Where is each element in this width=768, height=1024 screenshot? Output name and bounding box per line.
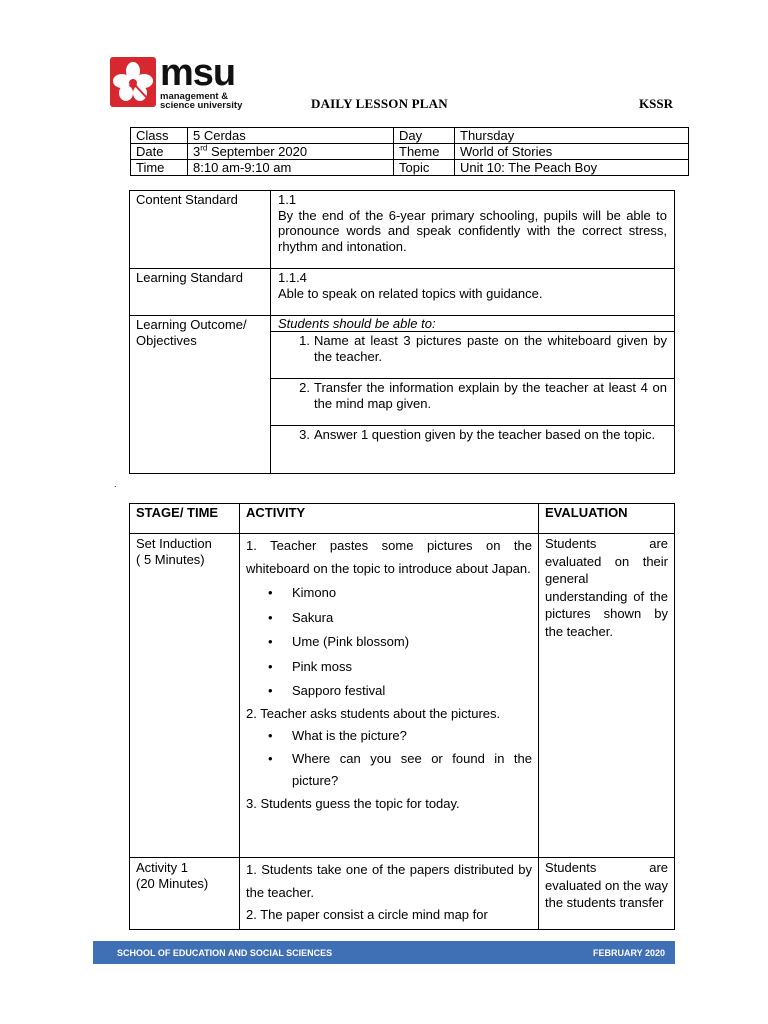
- activity-1-stage: Activity 1 (20 Minutes): [130, 858, 240, 930]
- list-item: • Where can you see or found in the picture?: [246, 748, 532, 793]
- activity-step: 1. Teacher pastes some pictures on the whiteboard on the topic to introduce about Japan.: [246, 538, 532, 576]
- objectives-intro: Students should be able to:: [271, 316, 674, 332]
- activity-step: 3. Students guess the topic for today.: [246, 795, 460, 811]
- time-label: Time: [131, 160, 188, 176]
- learning-standard-text: Able to speak on related topics with guidance.: [278, 285, 543, 301]
- learning-standard-code: 1.1.4: [278, 270, 307, 285]
- lesson-info-table: [130, 127, 689, 176]
- hibiscus-logo-icon: [110, 57, 156, 107]
- standards-table: [129, 190, 675, 474]
- set-induction-stage: Set Induction ( 5 Minutes): [130, 534, 240, 858]
- class-value: 5 Cerdas: [188, 128, 394, 144]
- objective-item: 3. Answer 1 question given by the teacher based on the topic.: [299, 427, 656, 442]
- objectives-cell: [271, 316, 675, 474]
- stray-dot: .: [114, 479, 117, 489]
- activity-step: 2. Teacher asks students about the pictures.: [246, 705, 501, 721]
- learning-outcome-label: Learning Outcome/ Objectives: [130, 316, 271, 474]
- content-standard-label: Content Standard: [130, 191, 271, 269]
- date-label: Date: [131, 144, 188, 160]
- activity-1-activity: [240, 858, 539, 930]
- activity-header: ACTIVITY: [240, 504, 539, 534]
- activity-1-evaluation: Students are evaluated on the way the students transfer: [539, 858, 675, 930]
- activity-table: [129, 503, 675, 930]
- curriculum-code: KSSR: [639, 96, 673, 111]
- objective-item: 2. Transfer the information explain by the teacher at least 4 on the mind map given.: [271, 379, 674, 426]
- logo-subtitle-line2: science university: [160, 100, 243, 111]
- list-item: • Ume (Pink blossom): [246, 631, 532, 654]
- topic-value: Unit 10: The Peach Boy: [455, 160, 689, 176]
- logo-subtitle-line1: management &: [160, 91, 229, 102]
- set-induction-activity: [240, 534, 539, 858]
- footer-date: FEBRUARY 2020: [592, 947, 665, 958]
- day-value: Thursday: [455, 128, 689, 144]
- class-label: Class: [131, 128, 188, 144]
- content-standard-text: By the end of the 6-year primary schooling, pupils will be able to pronounce words and speak confidently with the correct stress, rhythm and intonation.: [278, 207, 667, 254]
- activity-step: 1. Students take one of the papers distributed by the teacher.: [246, 862, 532, 900]
- theme-value: World of Stories: [455, 144, 689, 160]
- learning-standard-value: [271, 269, 675, 316]
- objective-item: 1. Name at least 3 pictures paste on the whiteboard given by the teacher.: [271, 332, 674, 379]
- topic-label: Topic: [394, 160, 455, 176]
- activity-step: 2. The paper consist a circle mind map for: [246, 907, 488, 922]
- learning-standard-label: Learning Standard: [130, 269, 271, 316]
- set-induction-evaluation: Students are evaluated on their general understanding of the pictures shown by the teacher.: [539, 534, 675, 858]
- page-footer: [93, 941, 675, 964]
- footer-school: SCHOOL OF EDUCATION AND SOCIAL SCIENCES: [117, 947, 333, 958]
- content-standard-value: [271, 191, 675, 269]
- list-item: • Kimono: [246, 582, 532, 605]
- day-label: Day: [394, 128, 455, 144]
- time-value: 8:10 am-9:10 am: [188, 160, 394, 176]
- stage-time-header: STAGE/ TIME: [130, 504, 240, 534]
- content-standard-code: 1.1: [278, 192, 297, 207]
- msu-logo: [110, 52, 250, 111]
- evaluation-header: EVALUATION: [539, 504, 675, 534]
- list-item: • What is the picture?: [246, 725, 532, 748]
- date-value: 3rd September 2020: [188, 144, 394, 160]
- list-item: • Sapporo festival: [246, 680, 532, 703]
- theme-label: Theme: [394, 144, 455, 160]
- list-item: • Pink moss: [246, 656, 532, 679]
- logo-wordmark: msu: [160, 52, 236, 94]
- list-item: • Sakura: [246, 607, 532, 630]
- document-title: DAILY LESSON PLAN: [311, 96, 448, 111]
